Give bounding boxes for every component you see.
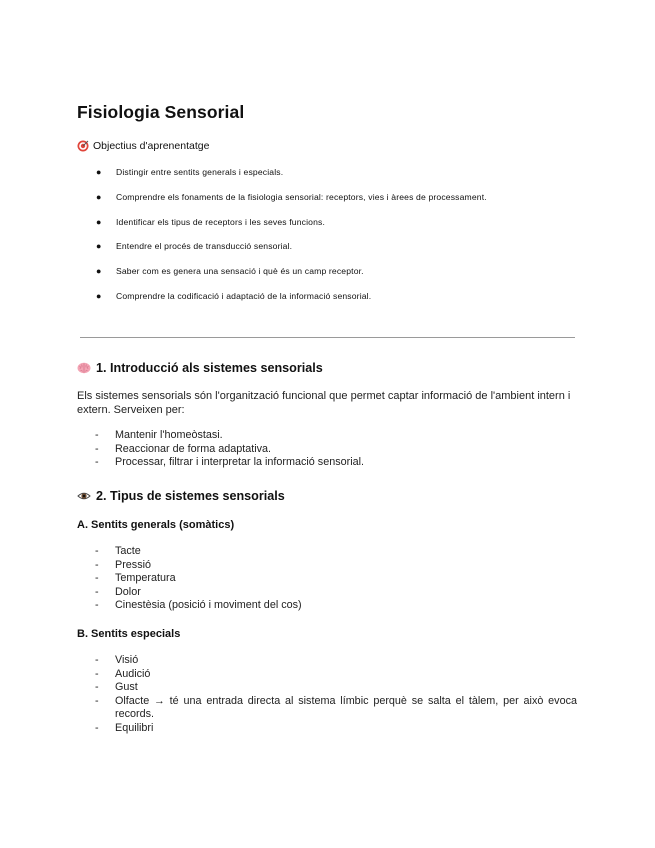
subsection-a-list bbox=[95, 545, 302, 613]
bullet-icon: ● bbox=[96, 266, 102, 277]
section-1-heading bbox=[77, 361, 323, 375]
list-item: - Visió bbox=[95, 654, 139, 666]
objective-item: ● Comprendre els fonaments de la fisiologia sensorial: receptors, vies i àrees de processament. bbox=[96, 191, 487, 202]
list-item: - Cinestèsia (posició i moviment del cos) bbox=[95, 599, 302, 611]
subsection-a-heading: A. Sentits generals (somàtics) bbox=[77, 519, 235, 531]
list-item: - Tacte bbox=[95, 545, 141, 557]
objectives-list bbox=[96, 166, 487, 315]
bullet-icon: ● bbox=[96, 191, 102, 202]
objective-item: ● Identificar els tipus de receptors i les seves funcions. bbox=[96, 216, 326, 227]
section-1-paragraph: Els sistemes sensorials són l'organització funcional que permet captar informació de l'ambient intern i extern. Serveixen per: bbox=[77, 390, 571, 416]
bullet-icon: ● bbox=[96, 290, 102, 301]
section-1-list bbox=[95, 429, 364, 470]
list-item: - Pressió bbox=[95, 558, 152, 571]
list-item: - Dolor bbox=[95, 585, 141, 598]
page-title: Fisiologia Sensorial bbox=[77, 102, 245, 122]
objective-item: ● Entendre el procés de transducció sensorial. bbox=[96, 241, 293, 252]
section-2-heading bbox=[77, 489, 285, 503]
objective-item: ● Comprendre la codificació i adaptació de la informació sensorial. bbox=[96, 290, 372, 301]
eye-icon bbox=[77, 490, 91, 502]
list-item: - Gust bbox=[95, 681, 138, 693]
section-1-title: 1. Introducció als sistemes sensorials bbox=[96, 361, 323, 375]
subsection-b-list bbox=[95, 654, 577, 735]
list-item: - Reaccionar de forma adaptativa. bbox=[95, 442, 272, 455]
list-item: - Temperatura bbox=[95, 572, 176, 584]
target-icon bbox=[77, 140, 89, 152]
objective-item: ● Distingir entre sentits generals i especials. bbox=[96, 167, 284, 177]
list-item: - Processar, filtrar i interpretar la informació sensorial. bbox=[95, 456, 365, 468]
horizontal-divider bbox=[80, 337, 575, 338]
list-item: - Mantenir l'homeòstasi. bbox=[95, 429, 223, 441]
bullet-icon: ● bbox=[96, 216, 102, 227]
section-2-title: 2. Tipus de sistemes sensorials bbox=[96, 489, 285, 503]
subsection-b-heading: B. Sentits especials bbox=[77, 628, 181, 640]
bullet-icon: ● bbox=[96, 167, 102, 177]
list-item: - Audició bbox=[95, 667, 151, 680]
objective-item: ● Saber com es genera una sensació i què és un camp receptor. bbox=[96, 266, 364, 277]
objectives-heading bbox=[77, 140, 209, 152]
list-item: - Olfacte → té una entrada directa al sistema límbic perquè se salta el tàlem, per això evoca records. bbox=[95, 694, 577, 720]
objectives-heading-label: Objectius d'aprenentatge bbox=[93, 140, 210, 152]
list-item: - Equilibri bbox=[95, 721, 154, 734]
brain-icon bbox=[77, 362, 91, 374]
bullet-icon: ● bbox=[96, 241, 102, 252]
